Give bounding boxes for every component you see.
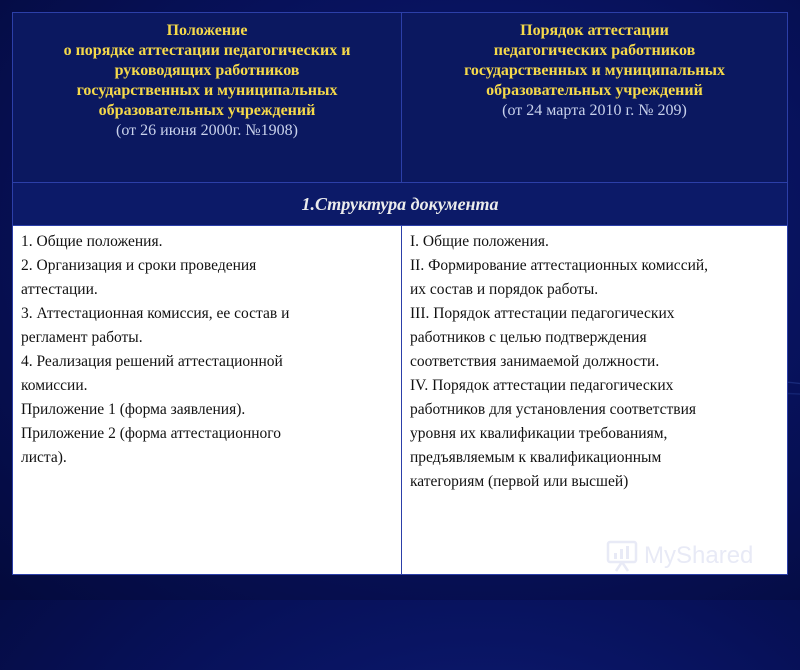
right-structure-list (402, 226, 788, 575)
header-right-line: педагогических работников (493, 42, 696, 59)
list-item: 1. Общие положения. (21, 233, 163, 250)
list-item: уровня их квалификации требованиям, (410, 425, 668, 442)
list-item: регламент работы. (21, 329, 143, 346)
list-item: листа). (21, 449, 67, 466)
list-item: соответствия занимаемой должности. (410, 353, 660, 370)
list-item: комиссии. (21, 377, 88, 394)
list-item: работников для установления соответствия (410, 401, 696, 418)
list-item: Приложение 1 (форма заявления). (21, 401, 246, 418)
header-right-date: (от 24 марта 2010 г. № 209) (502, 102, 687, 119)
section-title: 1.Структура документа (13, 183, 788, 226)
myshared-watermark[interactable] (606, 536, 753, 576)
list-item: 2. Организация и сроки проведения (21, 257, 257, 274)
list-item: III. Порядок аттестации педагогических (410, 305, 675, 322)
list-item: работников с целью подтверждения (410, 329, 647, 346)
list-item: 3. Аттестационная комиссия, ее состав и (21, 305, 290, 322)
list-item: предъявляемым к квалификационным (410, 449, 662, 466)
header-left-line: руководящих работников (114, 62, 300, 79)
header-left-date: (от 26 июня 2000г. №1908) (116, 122, 298, 139)
list-item: I. Общие положения. (410, 233, 549, 250)
list-item: 4. Реализация решений аттестационной (21, 353, 283, 370)
header-left-line: о порядке аттестации педагогических и (63, 42, 351, 59)
header-right-line: Порядок аттестации (520, 22, 669, 39)
list-item: категориям (первой или высшей) (410, 473, 629, 490)
header-left-line: государственных и муниципальных (76, 82, 338, 99)
watermark-text: MyShared (644, 542, 754, 569)
header-left-line: Положение (166, 22, 248, 39)
list-item: их состав и порядок работы. (410, 281, 599, 298)
comparison-table (12, 12, 788, 575)
header-right-line: образовательных учреждений (486, 82, 703, 99)
list-item: аттестации. (21, 281, 98, 298)
header-left-line: образовательных учреждений (98, 102, 316, 119)
left-structure-list (13, 226, 402, 575)
list-item: Приложение 2 (форма аттестационного (21, 425, 282, 442)
list-item: II. Формирование аттестационных комиссий, (410, 257, 709, 274)
header-right (402, 13, 788, 183)
header-right-line: государственных и муниципальных (464, 62, 725, 79)
header-left (13, 13, 402, 183)
presentation-chart-icon (606, 539, 638, 573)
list-item: IV. Порядок аттестации педагогических (410, 377, 674, 394)
